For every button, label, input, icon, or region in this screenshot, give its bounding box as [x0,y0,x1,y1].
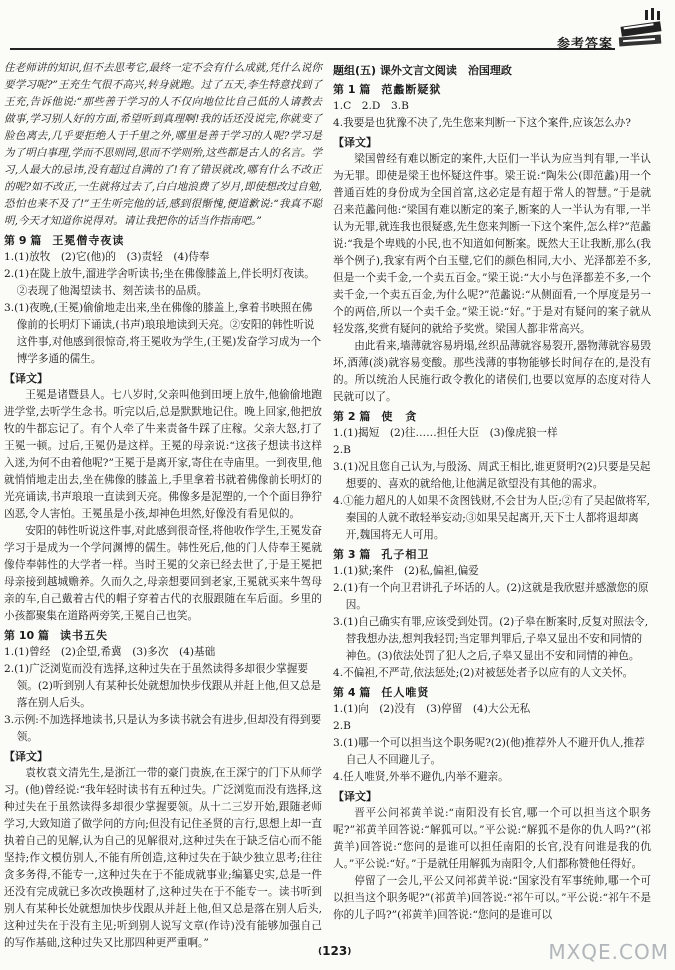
section-number: 第 1 篇 [333,83,371,96]
section-title: 读书五失 [59,629,108,642]
left-column [4,60,322,949]
section-number: 第 10 篇 [4,629,49,642]
answer-item: 4.不偏袒,不严苛,依法惩处;(2)对被惩处者予以应有的人文关怀。 [333,667,634,679]
section-label: 【译文】 [4,750,48,763]
watermark: MXQE.COM [548,940,669,964]
section-number: 第 4 篇 [333,686,371,699]
translation-paragraph: 安阳的韩性听说这件事,对此感到很奇怪,将他收作学生,王冕发奋学习于是成为一个学问渊博的儒生。韩性死后,他的门人侍奉王冕就像侍奉韩性的大学者一样。当时王冕的父亲已经去世了,于是王冕把母亲接到越城赡养。久而久之,母亲想要回到老家,王冕就买来牛驾母亲的车,自己戴着古代的帽子穿着古代的衣服跟随在车后面。乡里的小孩都聚集在道路两旁笑,王冕自己也笑。 [4,525,322,622]
translation-paragraph: 晋平公问祁黄羊说:“南阳没有长官,哪一个可以担当这个职务呢?”祁黄羊回答说:“解狐可以。”平公说:“解狐不是你的仇人吗?”(祁黄羊)回答说:“您问的是谁可以担任南阳的长官,没有问谁是我的仇人。”平公说:“好。”于是就任用解狐为南阳令,人们都称赞他任得好。 [333,807,651,870]
answer-item: 4.任人唯贤,外举不避仇,内举不避亲。 [333,771,509,783]
section-title: 任人唯贤 [381,686,430,699]
answer-item: 1.(1)放牧 (2)它(他)的 (3)责轻 (4)侍奉 [4,251,210,263]
section-title: 孔子相卫 [381,548,430,561]
section-label: 题组(五) 课外文言文阅读 治国理政 [333,64,512,77]
answer-item: 3.(1)自己确实有罪,应该受到处罚。(2)子皋在断案时,反复对照法令,替我想办法,想判我轻罚;当定罪判罪后,子皋又显出不安和同情的神色。(3)依法处罚了犯人之后,子皋又显出不安和同情的神色。 [333,616,649,662]
answer-item: 3.示例:不加选择地读书,只是认为多读书就会有进步,但却没有得到要领。 [4,714,322,743]
translation-paragraph: 梁国曾经有难以断定的案件,大臣们一半认为应当判有罪,一半认为无罪。即使是梁王也怀疑这件事。梁王说:“陶朱公(即范蠡)用一个普通百姓的身份成为全国首富,这必定是有超于常人的智慧。”于是就召来范蠡问他:“梁国有难以断定的案子,断案的人一半认为有罪,一半认为无罪,就连我也很疑惑,先生您来判断一下这个案件,怎么样?”范蠡说:“我是个卑贱的小民,也不知道如何断案。既然大王让我断,那么(我举个例子),我家有两个白玉璧,它们的颜色相同,大小、光泽都差不多,但是一个卖千金,一个卖五百金。”梁王说:“大小与色泽都差不多,一个卖千金,一个卖五百金,为什么呢?”范蠡说:“从侧面看,一个厚度是另一个的两倍,所以一个卖千金。”梁王说:“好。”于是对有疑问的案子就从轻发落,奖赏有疑问的就给予奖赏。梁国人都非常高兴。 [333,153,651,335]
section-heading [4,232,322,249]
section-heading [333,546,651,563]
translation-paragraph: 住老师讲的知识,但不去思考它,最终一定不会有什么成就,凭什么说你要学习呢?”王充生气很不高兴,转身就跑。过了五天,李生特意找到了王充,告诉他说:“那些善于学习的人不仅向地位比自己低的人请教去做事,学习别人好的方面,希望听到真理啊!我的话还没说完,你就变了脸色离去,几乎要拒绝人于千里之外,哪里是善于学习的人呢?学习是为了明白事理,学而不思则罔,思而不学则殆,这些都是古人的名言。学习,人最大的忌讳,没有超过自满的了!有了错误就改,哪有什么不改正的呢?如不改正,一生就将过去了,白白地浪费了岁月,即使想改过自勉,恐怕也来不及了!”王生听完他的话,感到很惭愧,便道歉说:“我真不聪明,今天才知道你说得对。请让我把你的话当作指南吧。” [4,62,322,227]
section-title: 使 贪 [381,410,418,423]
answer-item: 1.(1)狱;案件 (2)私,偏袒,偏爱 [333,565,479,577]
section-heading [333,684,651,701]
books-logo-icon [615,6,667,54]
section-title: 范蠡断疑狱 [381,83,442,96]
answer-item: 2.B [333,444,351,456]
page-number: (123) [318,944,352,958]
section-title: 王冕僧寺夜读 [52,234,125,247]
answer-item: 3.(1)夜晚,(王冕)偷偷地走出来,坐在佛像的膝盖上,拿着书映照在佛像前的长明灯下诵读,(书声)琅琅地读到天亮。②安阳的韩性听说这件事,对他感到很惊奇,将王冕收为学生,(王冕)发奋学习成为一个博学多通的儒生。 [4,302,322,365]
header-rule [10,48,615,50]
answer-item: 1.(1)曾经 (2)企望,希冀 (3)多次 (4)基础 [4,646,216,658]
section-heading [333,408,651,425]
page-header [0,0,675,58]
answer-item: 3.(1)况且您自己认为,与殷汤、周武王相比,谁更贤明?(2)只要是吴起想要的、喜欢的就给他,让他满足欲望没有其他的需求。 [333,461,651,490]
answer-item: 3.(1)哪一个可以担当这个职务呢?(2)(他)推荐外人不避开仇人,推荐自己人不回避儿子。 [333,737,645,766]
section-number: 第 3 篇 [333,548,371,561]
section-number: 第 2 篇 [333,410,371,423]
section-number: 第 9 篇 [4,234,42,247]
answer-item: 2.(1)有一个向卫君讲孔子坏话的人。(2)这就是我欣慰并感激您的原因。 [333,582,649,611]
answer-item: 1.(1)揭短 (2)往……担任大臣 (3)像虎狼一样 [333,427,558,439]
right-column [333,60,651,930]
page-number-text: 123 [322,944,348,958]
section-heading [4,627,322,644]
answer-item: 1.C 2.D 3.B [333,100,409,112]
header-title: 参考答案 [556,37,613,52]
answer-item: 2.B [333,720,351,732]
answer-item: 2.(1)广泛浏览而没有选择,这种过失在于虽然读得多却很少掌握要领。(2)听到别人有某种长处就想加快步伐跟从并赶上他,但又总是落在别人后头。 [4,663,322,709]
translation-paragraph: 袁枚袁文清先生,是浙江一带的豪门贵族,在王深宁的门下从师学习。(他)曾经说:“我年轻时读书有五种过失。广泛浏览而没有选择,这种过失在于虽然读得多却很少掌握要领。从十二三岁开始,跟随老师学习,大致知道了做学问的方向;但没有记住圣贤的言行,思想上却一直执着自己的见解,认为自己的见解很对,这种过失在于缺乏信心而不能坚持;作文模仿别人,不能有所创造,这种过失在于缺少独立思考;往往贪多务得,不能专一,这种过失在于不能成就事业;编纂史实,总是一件还没有完成就已多次改换题材了,这种过失在于不能专一。读书听到别人有某种长处就想加快步伐跟从并赶上他,但又总是落在别人后头,这种过失在于没有主见;听到别人说写文章(作诗)没有能够加强自己的写作基础,这种过失又比那四种更严重啊。” [4,767,322,949]
translation-paragraph: 停留了一会儿,平公又问祁黄羊说:“国家没有军事统帅,哪一个可以担当这个职务呢?”(祁黄羊)回答说:“祁午可以。”平公说:“祁午不是你的儿子吗?”(祁黄羊)回答说:“您问的是谁可以 [333,875,651,921]
answer-item: 4.①能力超凡的人如果不贪图钱财,不会甘为人臣;②有了吴起做将军,秦国的人就不敢轻举妄动;③如果吴起离开,天下士人都将退却离开,魏国将无人可用。 [333,495,651,541]
answer-item: 1.(1)向 (2)没有 (3)停留 (4)大公无私 [333,703,531,715]
section-heading [333,81,651,98]
translation-paragraph: 王冕是诸暨县人。七八岁时,父亲叫他到田埂上放牛,他偷偷地跑进学堂,去听学生念书。听完以后,总是默默地记住。晚上回家,他把放牧的牛都忘记了。有个人牵了牛来责备牛踩了庄稼。父亲大怒,打了王冕一顿。过后,王冕仍是这样。王冕的母亲说:“这孩子想读书这样入迷,为何不由着他呢?”王冕于是离开家,寄住在寺庙里。一到夜里,他就悄悄地走出去,坐在佛像的膝盖上,手里拿着书就着佛像前长明灯的光亮诵读,书声琅琅一直读到天亮。佛像多是泥塑的,一个个面目狰狞凶恶,令人害怕。王冕虽是小孩,却神色坦然,好像没有看见似的。 [4,389,322,520]
section-label: 【译文】 [333,136,377,149]
answer-item: 2.(1)在陇上放牛,溜进学舍听读书;坐在佛像膝盖上,伴长明灯夜读。②表现了他渴望读书、刻苦读书的品质。 [4,268,315,297]
answer-item: 4.我要是也犹豫不决了,先生您来判断一下这个案件,应该怎么办? [333,117,631,129]
translation-paragraph: 由此看来,墙薄就容易坍塌,丝织品薄就容易裂开,器物薄就容易毁坏,酒薄(淡)就容易变酸。那些浅薄的事物能够长时间存在的,是没有的。所以统治人民施行政令教化的诸侯们,也要以宽厚的态度对待人民就可以了。 [333,340,651,403]
section-label: 【译文】 [333,790,377,803]
section-label: 【译文】 [4,372,48,385]
